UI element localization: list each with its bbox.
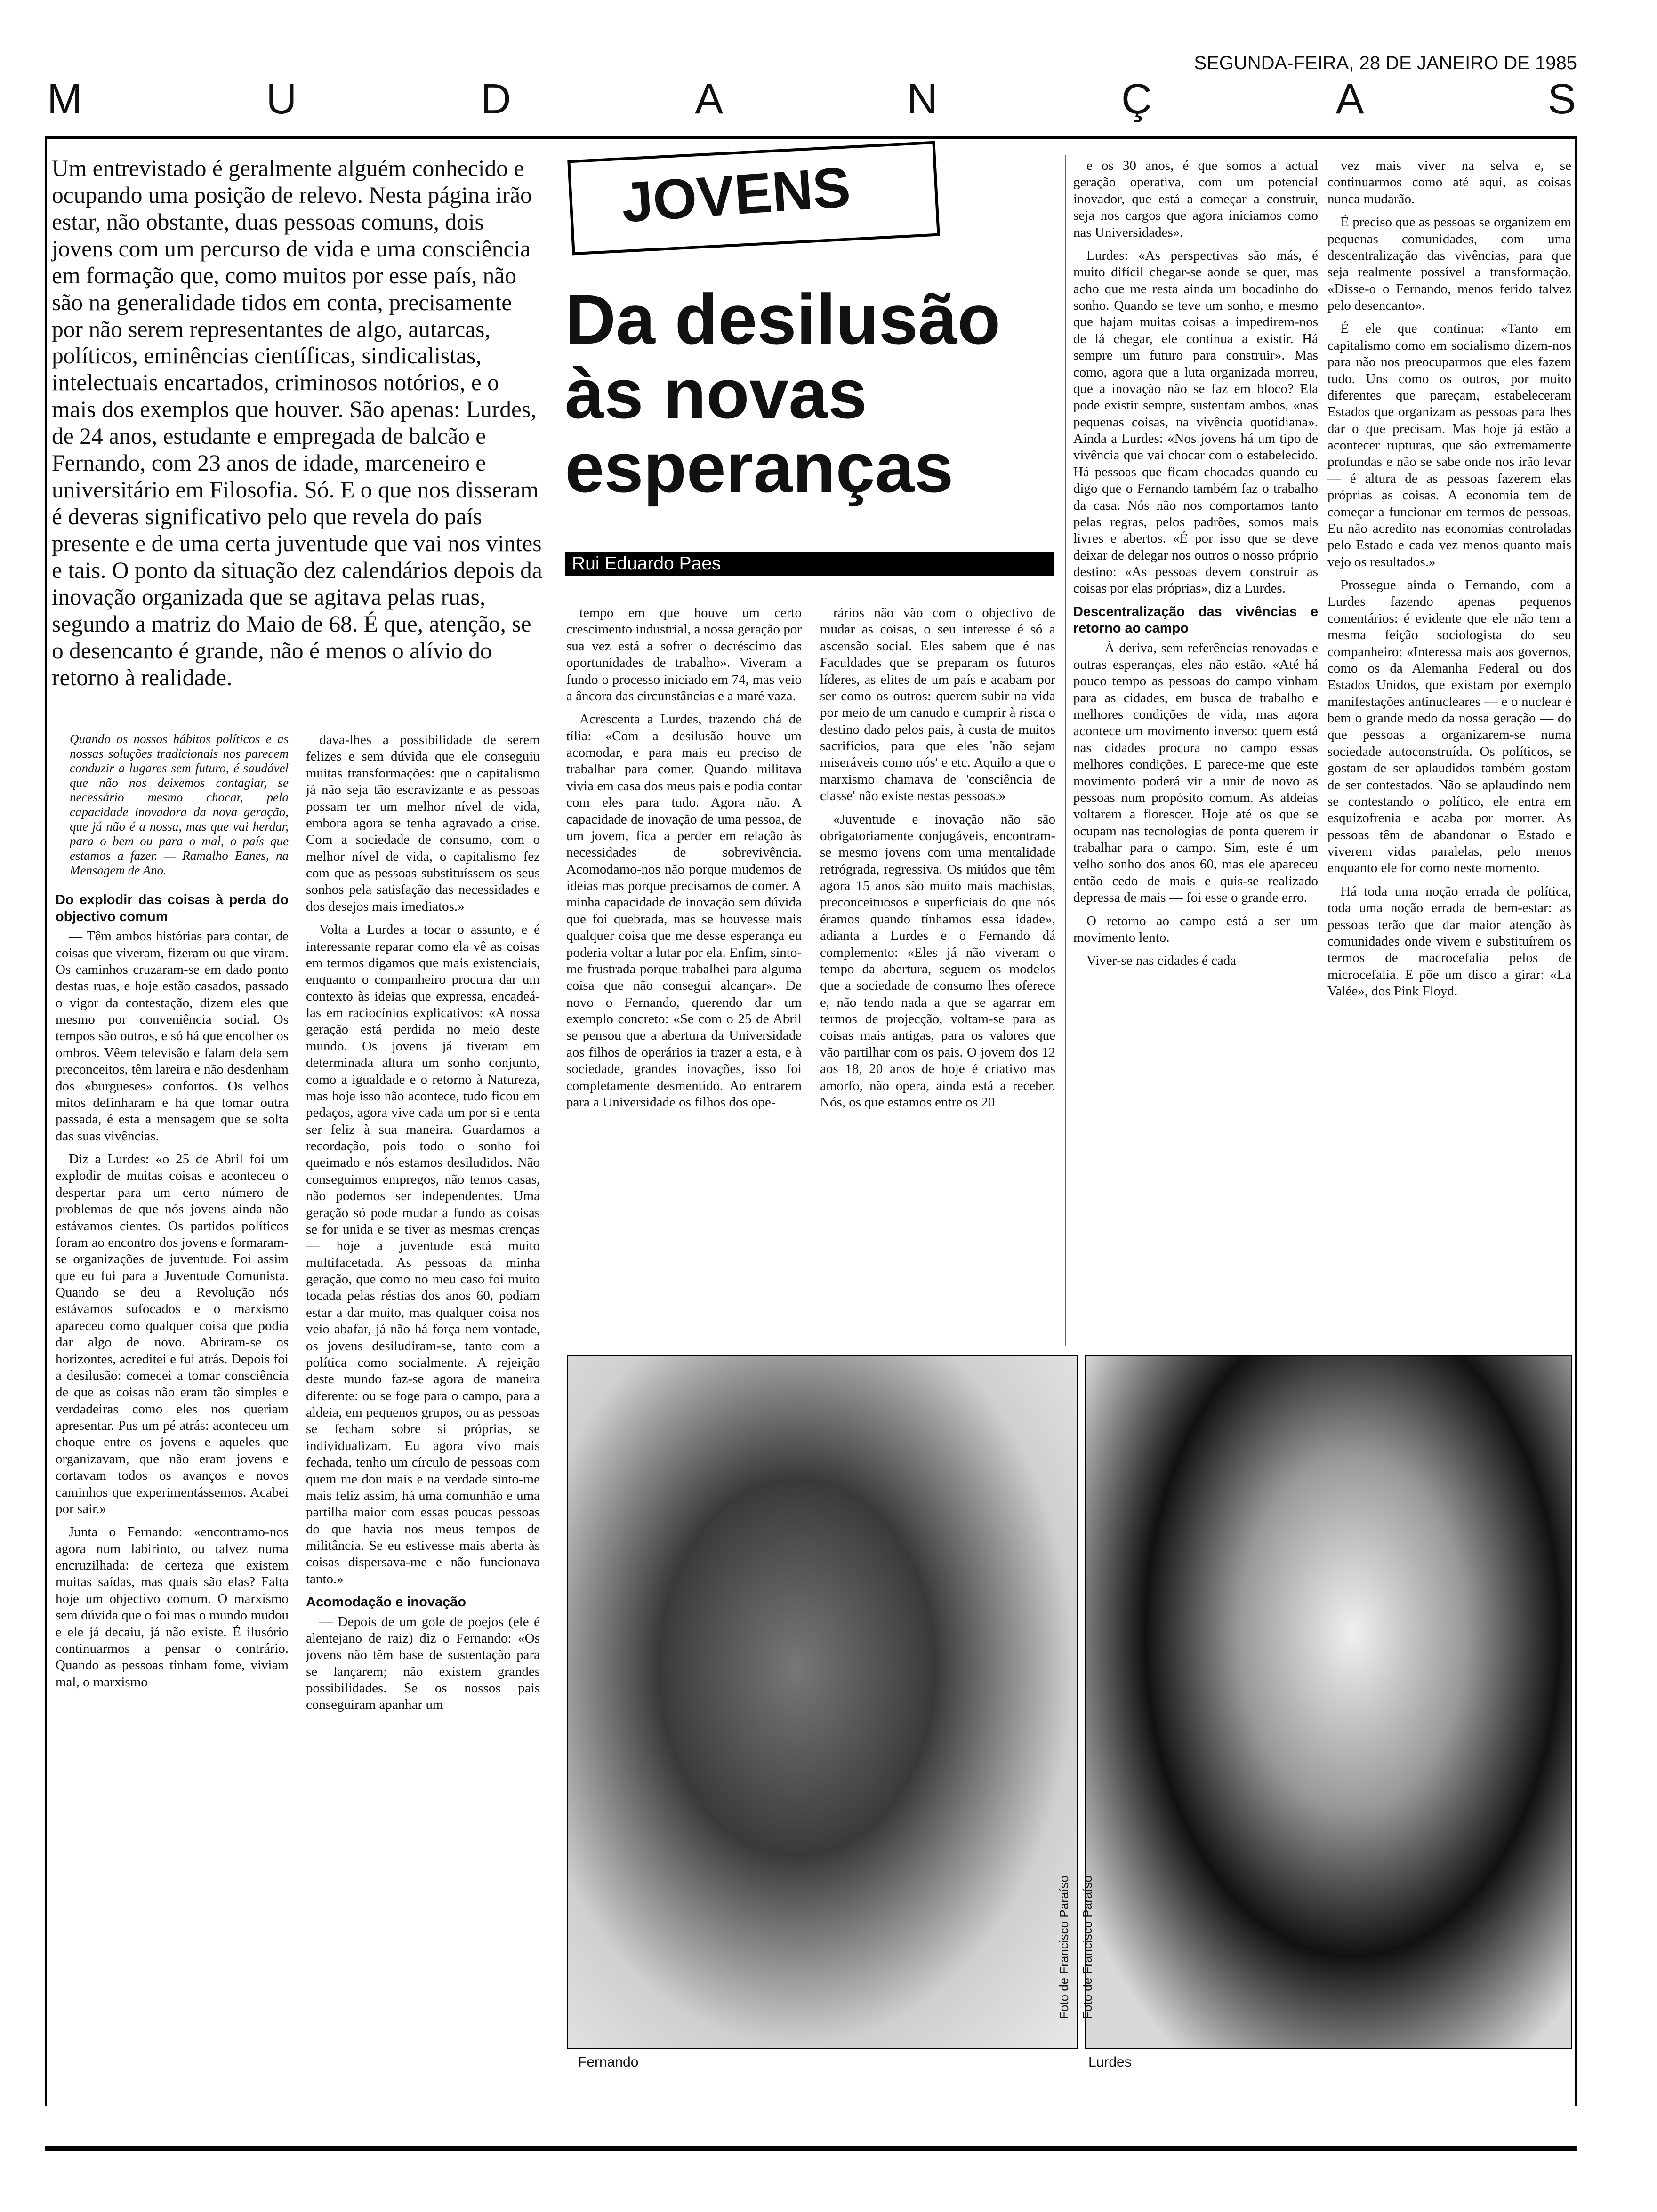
paragraph: É preciso que as pessoas se organizem em pequenas comunidades, com uma descentralização das vivências, para que seja realmente possível a transformação. «Disse-o o Fernando, menos ferido talvez pelo desencanto». — [1327, 215, 1571, 313]
paragraph: — Depois de um gole de poejos (ele é alentejano de raiz) diz o Fernando: «Os jovens não têm base de sustentação para se lançarem; não existem grandes possibilidades. Se os nossos pais conseguiram apanhar um — [306, 1614, 540, 1713]
subheading: Do explodir das coisas à perda do objectivo comum — [56, 892, 289, 924]
masthead-letter: A — [695, 76, 724, 123]
paragraph: tempo em que houve um certo crescimento industrial, a nossa geração por sua vez está a sofrer o decréscimo das oportunidades de trabalho». Viveram a fundo o processo iniciado em 74, mas veio a âncora das circunstâncias e a maré vaza. — [566, 605, 802, 704]
paragraph: — Têm ambos histórias para contar, de coisas que viveram, fizeram ou que viram. Os caminhos cruzaram-se em dado ponto destas ruas, e hoje estão casados, passado o vigor da contestação, dizem eles que mesmo por conveniência social. Os tempos são outros, e só há que encolher os ombros. Vêem televisão e falam dela sem preconceitos, têm lareira e não desdenham dos «burgueses» confortos. Os velhos mitos definharam e há que tomar outra passada, é esta a mensagem que se solta das suas vivências. — [56, 929, 289, 1144]
headline-line-2: às novas — [565, 353, 868, 433]
paragraph: vez mais viver na selva e, se continuarmos como até aqui, as coisas nunca mudarão. — [1327, 158, 1571, 207]
masthead-letter: M — [47, 76, 83, 123]
epigraph: Quando os nossos hábitos políticos e as nossas soluções tradicionais nos parecem conduzir a lugares sem futuro, é saudável que não nos deixemos contagiar, se necessário mesmo chocar, pela capacidade inovadora da nova geração, que já não é a nossa, mas que vai herdar, para o bem ou para o mal, o país que estamos a fazer. — Ramalho Eanes, na Mensagem de Ano. — [70, 732, 289, 878]
paragraph: Lurdes: «As perspectivas são más, é muito difícil chegar-se aonde se quer, mas acho que me resta ainda um bocadinho do sonho. Quando se teve um sonho, e mesmo que hajam muitas coisas a impedirem-nos de lá chegar, ele continua a existir. Há sempre um futuro para construir». Mas como, agora que a luta organizada morreu, que a inovação não se faz em bloco? Ela pode existir sempre, sustentam ambos, «nas pequenas coisas, na vivência quotidiana». Ainda a Lurdes: «Nos jovens há um tipo de vivência que vai chocar com o estabelecido. Há pessoas que ficam chocadas quando eu digo que o Fernando também faz o trabalho da casa. Nós não nos comportamos tanto pelas regras, pelos padrões, somos mais livres e abertos. «É por isso que se deve deixar de delegar nos outros o nosso próprio destino: «As pessoas devem construir as coisas por elas próprias», diz a Lurdes. — [1073, 248, 1318, 596]
photo-credit-1: Foto de Francisco Paraíso — [1057, 1875, 1071, 2019]
column-f — [1327, 158, 1571, 1006]
column-b — [306, 732, 540, 1720]
subheading: Descentralização das vivências e retorno ao campo — [1073, 604, 1318, 636]
paragraph: É ele que continua: «Tanto em capitalismo como em socialismo dizem-nos para não nos preocuparmos que eles fazem tudo. Uns como os outros, por muito diferentes que pareçam, estabeleceram Estados que organizam as pessoas para lhes dar o que precisam. Mas hoje já estão a acontecer rupturas, que são extremamente profundas e não se sabe onde nos irão levar — é altura de as pessoas fazerem elas próprias as coisas. A economia tem de começar a funcionar em termos de pessoas. Eu não acredito nas economias controladas pelo Estado e cada vez menos quanto mais vejo os resultados.» — [1327, 321, 1571, 569]
masthead-letter: U — [266, 76, 298, 123]
paragraph: Prossegue ainda o Fernando, com a Lurdes fazendo apenas pequenos comentários: é evidente que ele não tem a mesma feição sociologista do seu companheiro: «Interessa mais aos governos, como os da Alemanha Federal ou dos Estados Unidos, que existam por exemplo manifestações antinucleares — e o nuclear é bem o grande medo da nossa geração — do que pessoas a organizarem-se numa sociedade autoconstruída. Os políticos, se gostam de ser aplaudidos também gostam de ser contestados. Não se aplaudindo nem se contestando o político, ele entra em esquizofrenia e acaba por morrer. As pessoas têm de abandonar o Estado e viverem vidas paralelas, pelo menos enquanto ele for como neste momento. — [1327, 577, 1571, 876]
headline — [565, 282, 1059, 505]
masthead-letter: S — [1547, 76, 1577, 123]
byline: Rui Eduardo Paes — [572, 553, 721, 574]
paragraph: Junta o Fernando: «encontramo-nos agora num labirinto, ou talvez numa encruzilhada: de certeza que existem muitas saídas, mas quais são elas? Falta hoje um objectivo comum. O marxismo sem dúvida que o foi mas o mundo mudou e ele já decaiu, já não existe. É ilusório continuarmos a pensar o contrário. Quando as pessoas tinham fome, viviam mal, o marxismo — [56, 1524, 289, 1690]
masthead-letter: Ç — [1121, 76, 1153, 123]
headline-line-1: Da desilusão — [565, 280, 1001, 359]
paragraph: Acrescenta a Lurdes, trazendo chá de tília: «Com a desilusão houve um acomodar, e para mais eu preciso de trabalhar para comer. Quando militava vivia em casa dos meus pais e podia contar com eles para tudo. Agora não. A capacidade de inovação de uma pessoa, de um jovem, fica a perder em relação às necessidades de sobrevivência. Acomodamo-nos não porque mudemos de ideias mas porque precisamos de comer. A minha capacidade de inovação sem dúvida que foi quebrada, mas se houvesse mais qualquer coisa que me desse esperança eu poderia voltar a lutar por ela. Enfim, sinto-me frustrada porque trabalhei para alguma coisa que não consegui alcançar». De novo o Fernando, querendo dar um exemplo concreto: «Se com o 25 de Abril se pensou que a abertura da Universidade aos filhos de operários ia trazer a esta, e à sociedade, grandes inovações, isso foi completamente desmentido. Ao entrarem para a Universidade os filhos dos ope- — [566, 712, 802, 1110]
paragraph: Diz a Lurdes: «o 25 de Abril foi um explodir de muitas coisas e aconteceu o despertar para um certo número de problemas de que nós jovens ainda não estávamos cientes. Os partidos políticos foram ao encontro dos jovens e formaram-se organizações de juventude. Foi assim que eu fui para a Juventude Comunista. Quando se deu a Revolução nós estávamos sufocados e o marxismo apareceu como qualquer coisa que podia dar algo de novo. Abriram-se os horizontes, acreditei e fui atrás. Depois foi a desilusão: comecei a tomar consciência de que as coisas não eram tão simples e verdadeiras como eles nos queriam apresentar. Pus um pé atrás: aconteceu um choque entre os jovens e aqueles que organizavam, que não eram jovens e cortavam todos os avanços e novos caminhos que experimentássemos. Acabei por sair.» — [56, 1152, 289, 1516]
column-a — [56, 732, 289, 1697]
column-c — [566, 605, 802, 1117]
paragraph: Há toda uma noção errada de política, toda uma noção errada de bem-estar: as pessoas terão que dar maior atenção às comunidades onde vivem e substituírem os termos de macrocefalia pelos de microcefalia. E põe um disco a girar: «La Valée», dos Pink Floyd. — [1327, 883, 1571, 999]
column-divider — [1065, 155, 1066, 1346]
paragraph: «Juventude e inovação não são obrigatoriamente conjugáveis, encontram-se mesmo jovens com uma mentalidade retrógrada, regressiva. Os miúdos que têm agora 15 anos são muito mais machistas, preconceituosos e superficiais do que nós éramos quando tínhamos essa idade», adianta a Lurdes e o Fernando dá complemento: «Eles já não viveram o tempo da abertura, seguem os modelos que a sociedade de consumo lhes oferece e, não tendo nada a que se agarrar em termos de projecção, voltam-se para as coisas mais antigas, para os valores que vão partilhar com os pais. O jovem dos 12 aos 18, 20 anos de hoje é criativo mas amorfo, não opera, ainda está a receber. Nós, os que estamos entre os 20 — [820, 811, 1055, 1110]
masthead-letter: A — [1335, 76, 1365, 123]
paragraph: — À deriva, sem referências renovadas e outras esperanças, eles não estão. «Até há pouco tempo as pessoas do campo vinham para as cidades, em busca de trabalho e melhores condições de vida, mas agora acontece um movimento inverso: quem está nas cidades procura no campo essas melhores condições. E parece-me que este movimento poderá vir a unir de novo as pessoas num propósito comum. As aldeias voltarem a florescer. Hoje até os que se ocupam nas tecnologias de ponta querem ir trabalhar para o campo. Sim, este é um velho sonho dos anos 60, mas ele apareceu então cedo de mais e quis-se realizado depressa de mais — foi esse o grande erro. — [1073, 640, 1318, 906]
photo-credit-2: Foto de Francisco Paraíso — [1080, 1875, 1094, 2019]
kicker: JOVENS — [619, 155, 853, 234]
bottom-rule — [45, 2146, 1577, 2151]
subheading: Acomodação e inovação — [306, 1595, 467, 1610]
section-masthead — [47, 75, 1577, 127]
masthead-letter: N — [907, 76, 939, 123]
photo-lurdes — [1085, 1355, 1572, 2049]
headline-line-3: esperanças — [565, 428, 954, 507]
paragraph: dava-lhes a possibilidade de serem felizes e sem dúvida que ele conseguiu muitas transformações: que o capitalismo já não seja tão escravizante e as pessoas possam ter um melhor nível de vida, embora agora se tenha agravado a crise. Com a sociedade de consumo, com o melhor nível de vida, o capitalismo fez com que as pessoas substituíssem os seus sonhos pela satisfação das necessidades e dos desejos mais imediatos.» — [306, 732, 540, 914]
paragraph: e os 30 anos, é que somos a actual geração operativa, com um potencial inovador, que está a começar a construir, seja nos cargos que agora iniciamos como nas Universidades». — [1073, 158, 1318, 240]
caption-lurdes: Lurdes — [1088, 2054, 1132, 2070]
issue-date: SEGUNDA-FEIRA, 28 DE JANEIRO DE 1985 — [1194, 53, 1577, 73]
column-a-body — [56, 892, 289, 1691]
masthead-letter: D — [480, 76, 512, 123]
photo-fernando — [567, 1355, 1078, 2049]
paragraph: rários não vão com o objectivo de mudar as coisas, o seu interesse é só a ascensão social. Eles sabem que é nas Faculdades que se preparam os futuros líderes, as elites de um país e acabam por ser como os outros: querem subir na vida por meio de um canudo e cumprir à risca o destino dado pelos pais, à custa de muitos sacrifícios, para que eles 'não sejam miseráveis como nós' e etc. Aquilo a que o marxismo chamava de 'consciência de classe' não existe nestas pessoas.» — [820, 605, 1055, 804]
intro-text: Um entrevistado é geralmente alguém conhecido e ocupando uma posição de relevo. Nesta página irão estar, não obstante, duas pessoas comuns, dois jovens com um percurso de vida e uma consciência em formação que, como muitos por esse país, não são na generalidade tidos em conta, precisamente por não serem representantes de algo, autarcas, políticos, eminências científicas, sindicalistas, intelectuais encartados, criminosos notórios, e o mais dos exemplos que houver. São apenas: Lurdes, de 24 anos, estudante e empregada de balcão e Fernando, com 23 anos de idade, marceneiro e universitário em Filosofia. Só. E o que nos disseram é deveras significativo pelo que revela do país presente e de uma certa juventude que vai nos vintes e tais. O ponto da situação dez calendários depois da inovação organizada que se agitava pelas ruas, segundo a matriz do Maio de 68. É que, atenção, se o desencanto é grande, não é menos o alívio do retorno à realidade. — [52, 155, 542, 690]
paragraph: O retorno ao campo está a ser um movimento lento. — [1073, 913, 1318, 945]
paragraph: Viver-se nas cidades é cada — [1086, 953, 1237, 969]
caption-fernando: Fernando — [578, 2054, 639, 2070]
paragraph: Volta a Lurdes a tocar o assunto, e é interessante reparar como ela vê as coisas em termos digamos que mais existenciais, enquanto o companheiro procura dar um contexto às ideias que expressa, encadeá-las em raciocínios explicativos: «A nossa geração está perdida no meio deste mundo. Os jovens já tiveram em determinada altura um sonho conjunto, como a igualdade e o retorno à Natureza, mas hoje isso não acontece, tudo ficou em pedaços, agora vive cada um por si e tenta ser feliz à sua maneira. Guardamos a recordação, pois todo o sonho foi queimado e nós estamos desiludidos. Não conseguimos empregos, não temos casas, não podemos ser independentes. Uma geração só pode mudar a fundo as coisas se for unida e se tiver as mesmas crenças — hoje a juventude está muito multifacetada. As pessoas da minha geração, que como no meu caso foi muito tocada pelas réstias dos anos 60, podiam estar a dar muito, mas qualquer coisa nos veio abafar, já não há força nem vontade, os jovens desiludiram-se, tanto com a política como socialmente. A rejeição deste mundo faz-se agora de maneira diferente: ou se foge para o campo, para a aldeia, em pequenos grupos, ou as pessoas se fecham sobre si próprias, se individualizam. Eu agora vivo mais fechada, tenho um círculo de pessoas com quem me dou mais e na verdade sinto-me mais feliz assim, há uma comunhão e uma partilha maior com essas poucas pessoas do que havia nos meus tempos de militância. Se eu estivesse mais aberta às coisas dispersava-me e não funcionava tanto.» — [306, 922, 540, 1587]
column-d — [820, 605, 1055, 1117]
column-e — [1073, 158, 1318, 976]
